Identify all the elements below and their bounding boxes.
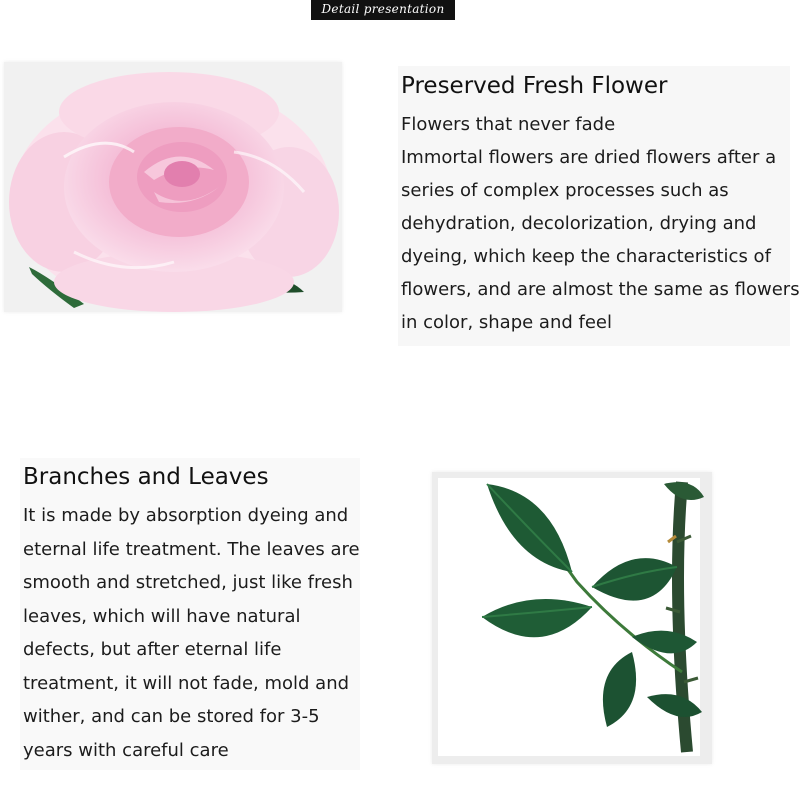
- leaves-photo: [432, 472, 712, 764]
- rose-photo: [4, 62, 342, 312]
- text-line: It is made by absorption dyeing and: [23, 505, 349, 526]
- text-line: defects, but after eternal life: [23, 639, 282, 660]
- text-line: treatment, it will not fade, mold and: [23, 672, 350, 694]
- text-line: eternal life treatment. The leaves are: [23, 538, 360, 560]
- text-line: smooth and stretched, just like fresh: [23, 572, 353, 593]
- section-title: Branches and Leaves: [23, 464, 269, 490]
- text-line: Flowers that never fade: [401, 114, 616, 135]
- text-line: series of complex processes such as: [401, 180, 729, 201]
- text-line: dyeing, which keep the characteristics of: [401, 246, 771, 267]
- section-title: Preserved Fresh Flower: [401, 73, 668, 99]
- text-line: dehydration, decolorization, drying and: [401, 213, 757, 234]
- text-line: leaves, which will have natural: [23, 605, 301, 627]
- text-line: wither, and can be stored for 3-5: [23, 706, 320, 727]
- section-branches-leaves: [23, 461, 363, 767]
- detail-presentation-tag: Detail presentation: [311, 0, 455, 20]
- section-preserved-flower: [401, 70, 800, 339]
- text-line: in color, shape and feel: [401, 312, 613, 333]
- text-line: flowers, and are almost the same as flowers: [401, 279, 800, 300]
- text-line: Immortal flowers are dried flowers after a: [401, 147, 777, 168]
- text-line: years with careful care: [23, 739, 229, 761]
